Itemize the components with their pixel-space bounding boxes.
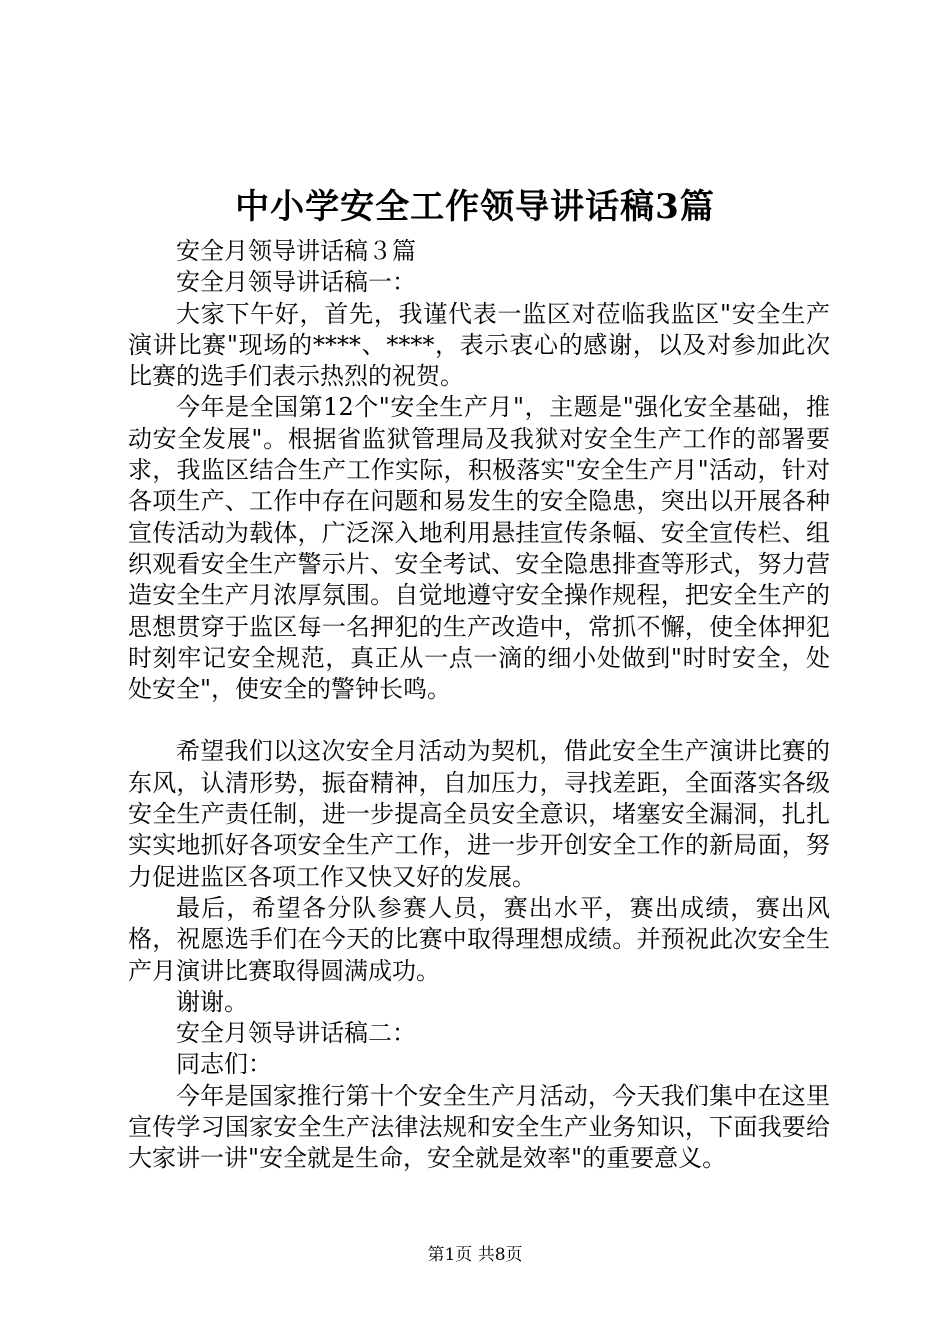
paragraph-subtitle: 安全月领导讲话稿３篇 <box>176 237 416 265</box>
paragraph-speech-two-heading: 安全月领导讲话稿二： <box>176 1019 416 1048</box>
paragraph-safety-month: 今年是全国第12个"安全生产月"，主题是"强化安全基础，推动安全发展"。根据省监狱管理局及我狱对安全生产工作的部署要求，我监区结合生产工作实际，积极落实"安全生产月"活动，针对各项生产、工作中存在问题和易发生的安全隐患，突出以开展各种宣传活动为载体，广泛深入地利用悬挂宣传条幅、安全宣传栏、组织观看安全生产警示片、安全考试、安全隐患排查等形式，努力营造安全生产月浓厚氛围。自觉地遵守安全操作规程，把安全生产的思想贯穿于监区每一名押犯的生产改造中，常抓不懈，使全体押犯时刻牢记安全规范，真正从一点一滴的细小处做到"时时安全，处处安全"，使安全的警钟长鸣。 <box>128 393 830 704</box>
paragraph-thanks: 谢谢。 <box>176 987 248 1016</box>
paragraph-hope: 希望我们以这次安全月活动为契机，借此安全生产演讲比赛的东风，认清形势，振奋精神，自加压力，寻找差距，全面落实各级安全生产责任制，进一步提高全员安全意识，堵塞安全漏洞，扎扎实实地抓好各项安全生产工作，进一步开创安全工作的新局面，努力促进监区各项工作又快又好的发展。 <box>128 737 830 891</box>
paragraph-speech-one-heading: 安全月领导讲话稿一： <box>176 268 416 297</box>
page-footer: 第1页 共8页 <box>427 1245 523 1265</box>
paragraph-tenth-month: 今年是国家推行第十个安全生产月活动，今天我们集中在这里宣传学习国家安全生产法律法规和安全生产业务知识，下面我要给大家讲一讲"安全就是生命，安全就是效率"的重要意义。 <box>128 1081 830 1173</box>
document-title: 中小学安全工作领导讲话稿3篇 <box>235 187 715 227</box>
document-body <box>128 236 830 1175</box>
paragraph-greeting: 大家下午好，首先，我谨代表一监区对莅临我监区"安全生产演讲比赛"现场的****、****，表示衷心的感谢，以及对参加此次比赛的选手们表示热烈的祝贺。 <box>128 299 830 391</box>
paragraph-closing: 最后，希望各分队参赛人员，赛出水平，赛出成绩，赛出风格，祝愿选手们在今天的比赛中取得理想成绩。并预祝此次安全生产月演讲比赛取得圆满成功。 <box>128 893 830 985</box>
paragraph-comrades: 同志们： <box>176 1050 272 1079</box>
